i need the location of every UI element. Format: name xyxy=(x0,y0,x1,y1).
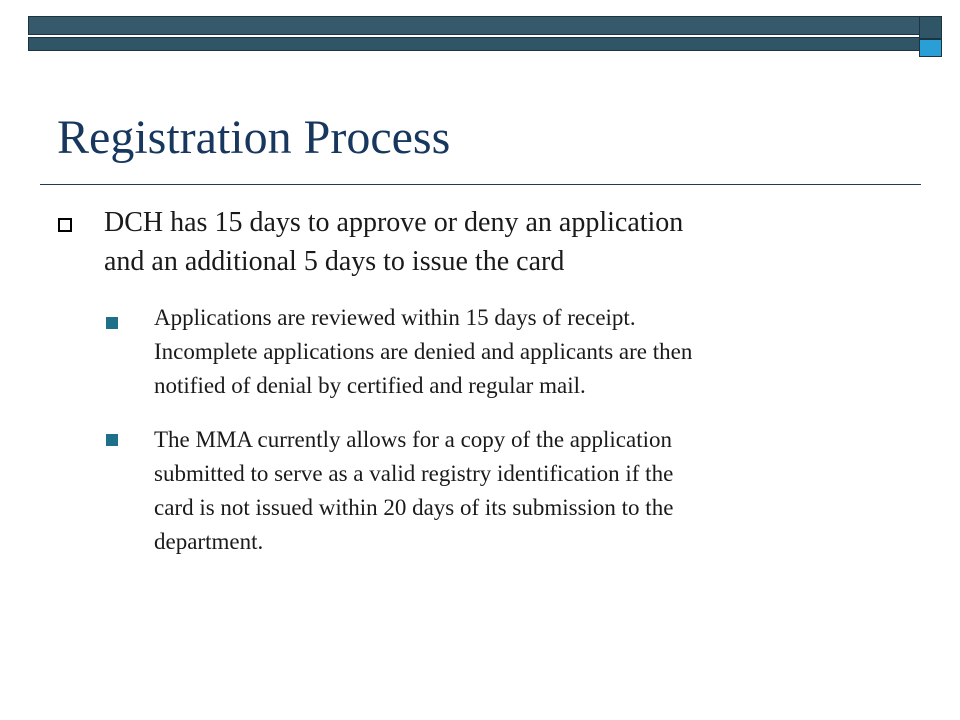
sub-bullet-line: card is not issued within 20 days of its submission to the xyxy=(154,495,674,520)
filled-square-bullet-icon xyxy=(106,317,118,329)
sub-bullet-line: Applications are reviewed within 15 days of receipt. xyxy=(154,305,636,330)
sub-bullet-text xyxy=(154,301,914,403)
main-bullet-text xyxy=(104,203,904,281)
sub-bullet-line: Incomplete applications are denied and applicants are then xyxy=(154,339,693,364)
sub-bullet-line: submitted to serve as a valid registry identification if the xyxy=(154,461,674,486)
sub-bullet-line: notified of denial by certified and regular mail. xyxy=(154,373,586,398)
sub-bullet-text xyxy=(154,423,914,559)
hollow-square-bullet-icon xyxy=(58,218,72,232)
slide-title: Registration Process xyxy=(57,111,451,164)
sub-bullet-line: department. xyxy=(154,529,264,554)
main-bullet-line: and an additional 5 days to issue the card xyxy=(104,246,565,277)
main-bullet-line: DCH has 15 days to approve or deny an application xyxy=(104,207,684,238)
filled-square-bullet-icon xyxy=(106,434,118,446)
sub-bullet-line: The MMA currently allows for a copy of the application xyxy=(154,427,672,452)
